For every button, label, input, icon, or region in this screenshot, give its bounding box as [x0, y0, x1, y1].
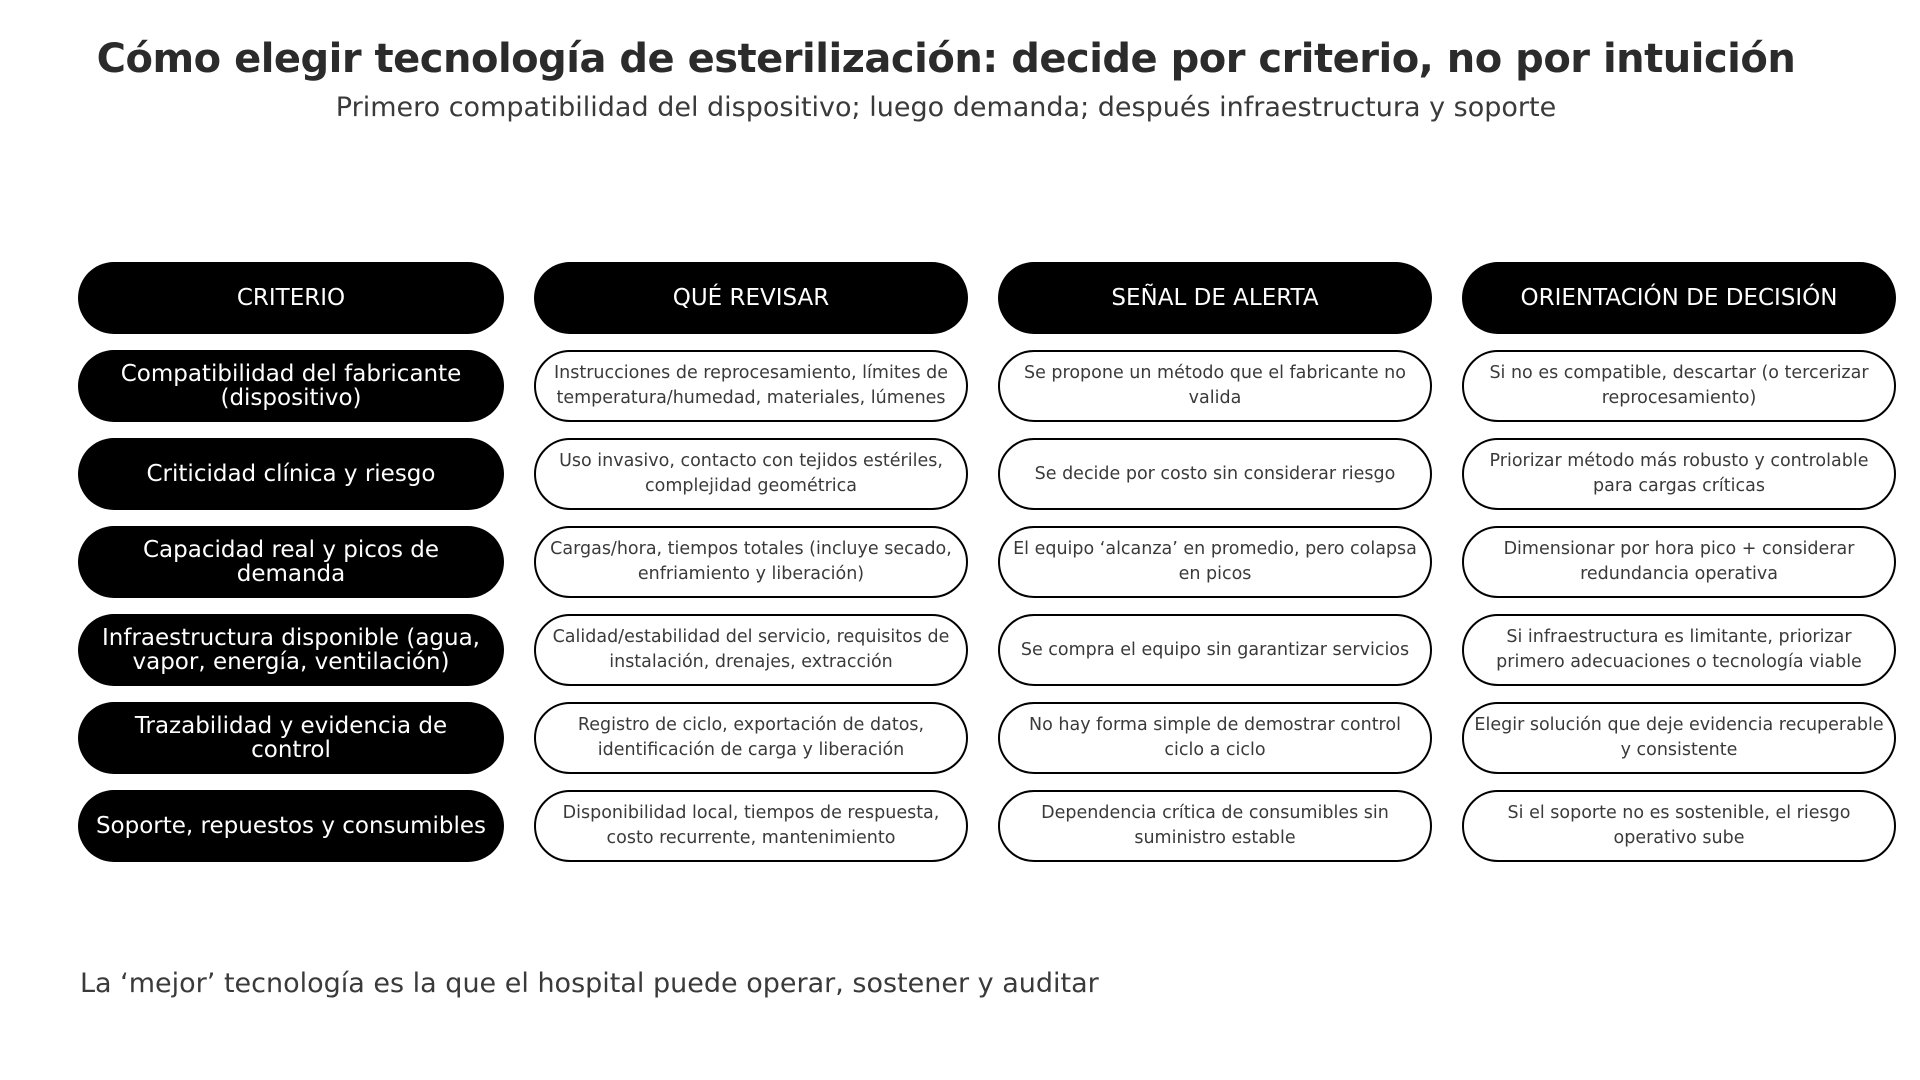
criterio-soporte: Soporte, repuestos y consumibles	[78, 790, 504, 862]
alerta-capacidad: El equipo ‘alcanza’ en promedio, pero colapsa en picos	[998, 526, 1432, 598]
decision-soporte: Si el soporte no es sostenible, el riesgo operativo sube	[1462, 790, 1896, 862]
revisar-infraestructura: Calidad/estabilidad del servicio, requisitos de instalación, drenajes, extracción	[534, 614, 968, 686]
decision-criticidad: Priorizar método más robusto y controlable para cargas críticas	[1462, 438, 1896, 510]
revisar-criticidad: Uso invasivo, contacto con tejidos estériles, complejidad geométrica	[534, 438, 968, 510]
revisar-capacidad: Cargas/hora, tiempos totales (incluye secado, enfriamiento y liberación)	[534, 526, 968, 598]
alerta-compatibilidad: Se propone un método que el fabricante no valida	[998, 350, 1432, 422]
criterio-trazabilidad: Trazabilidad y evidencia de control	[78, 702, 504, 774]
revisar-compatibilidad: Instrucciones de reprocesamiento, límites de temperatura/humedad, materiales, lúmenes	[534, 350, 968, 422]
page-subtitle: Primero compatibilidad del dispositivo; luego demanda; después infraestructura y soporte	[335, 92, 1557, 123]
revisar-trazabilidad: Registro de ciclo, exportación de datos, identificación de carga y liberación	[534, 702, 968, 774]
header-orientacion-decision: ORIENTACIÓN DE DECISIÓN	[1462, 262, 1896, 334]
alerta-soporte: Dependencia crítica de consumibles sin suministro estable	[998, 790, 1432, 862]
criterio-capacidad: Capacidad real y picos de demanda	[78, 526, 504, 598]
decision-compatibilidad: Si no es compatible, descartar (o tercerizar reprocesamiento)	[1462, 350, 1896, 422]
header-senal-alerta: SEÑAL DE ALERTA	[998, 262, 1432, 334]
page-title: Cómo elegir tecnología de esterilización: decide por criterio, no por intuición	[96, 36, 1796, 82]
decision-trazabilidad: Elegir solución que deje evidencia recuperable y consistente	[1462, 702, 1896, 774]
footer-note: La ‘mejor’ tecnología es la que el hospital puede operar, sostener y auditar	[80, 968, 1099, 999]
alerta-criticidad: Se decide por costo sin considerar riesgo	[998, 438, 1432, 510]
criterio-compatibilidad: Compatibilidad del fabricante (dispositivo)	[78, 350, 504, 422]
header-criterio: CRITERIO	[78, 262, 504, 334]
decision-capacidad: Dimensionar por hora pico + considerar redundancia operativa	[1462, 526, 1896, 598]
header-que-revisar: QUÉ REVISAR	[534, 262, 968, 334]
alerta-infraestructura: Se compra el equipo sin garantizar servicios	[998, 614, 1432, 686]
revisar-soporte: Disponibilidad local, tiempos de respuesta, costo recurrente, mantenimiento	[534, 790, 968, 862]
alerta-trazabilidad: No hay forma simple de demostrar control ciclo a ciclo	[998, 702, 1432, 774]
criterio-infraestructura: Infraestructura disponible (agua, vapor, energía, ventilación)	[78, 614, 504, 686]
decision-table	[78, 262, 1896, 862]
decision-infraestructura: Si infraestructura es limitante, priorizar primero adecuaciones o tecnología viable	[1462, 614, 1896, 686]
criterio-criticidad: Criticidad clínica y riesgo	[78, 438, 504, 510]
